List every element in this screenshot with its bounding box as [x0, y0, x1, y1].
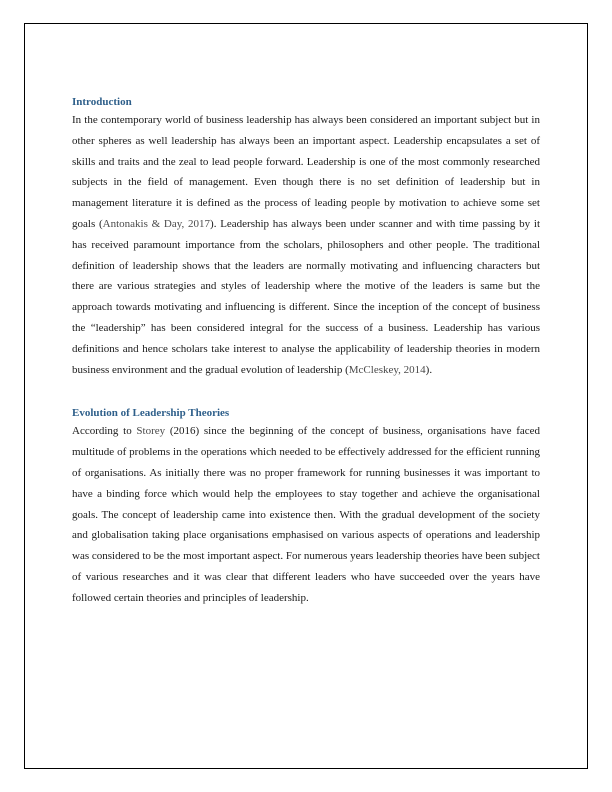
citation-mccleskey: McCleskey, 2014	[348, 363, 426, 376]
introduction-paragraph	[72, 110, 540, 380]
evolution-paragraph	[72, 421, 540, 608]
document-body	[72, 96, 540, 609]
citation-storey: Storey	[136, 425, 166, 438]
intro-text-part-3: ).	[425, 363, 433, 376]
evolution-text-part-1: According to	[72, 425, 137, 438]
evolution-text-part-2: (2016) since the beginning of the concept of business, organisations have faced multitude of problems in the operations which needed to be effectively addressed for the efficient running of organisations. As initially there was no proper framework for running businesses it was important to have a binding force which would help the employees to stay together and achieve the organisational goals. The concept of leadership came into existence then. With the gradual development of the society and globalisation taking place organisations emphasised on various aspects of operations and leadership was considered to be the most important aspect. For numerous years leadership theories have been subject of various researches and it was clear that different leaders who have succeeded over the years have followed certain theories and principles of leadership.	[72, 425, 540, 604]
introduction-heading: Introduction	[72, 96, 132, 108]
citation-antonakis-day: Antonakis & Day, 2017	[102, 217, 211, 230]
section-spacer	[72, 380, 540, 407]
intro-text-part-2: ). Leadership has always been under scanner and with time passing by it has received paramount importance from the scholars, philosophers and other people. The traditional definition of leadership shows that the leaders are normally motivating and influencing characters but there are various strategies and styles of leadership where the motive of the leaders is same but the approach towards motivating and influencing is different. Since the inception of the concept of business the “leadership” has been considered integral for the success of a business. Leadership has various definitions and hence scholars take interest to analyse the applicability of leadership theories in modern business environment and the gradual evolution of leadership (	[72, 217, 540, 376]
intro-text-part-1: In the contemporary world of business leadership has always been considered an important subject but in other spheres as well leadership has always been an important aspect. Leadership encapsulates a set of skills and traits and the zeal to lead people forward. Leadership is one of the most commonly researched subjects in the field of management. Even though there is no set definition of leadership but in management literature it is defined as the process of leading people by motivation to achieve some set goals (	[72, 114, 540, 230]
evolution-heading: Evolution of Leadership Theories	[72, 407, 230, 420]
